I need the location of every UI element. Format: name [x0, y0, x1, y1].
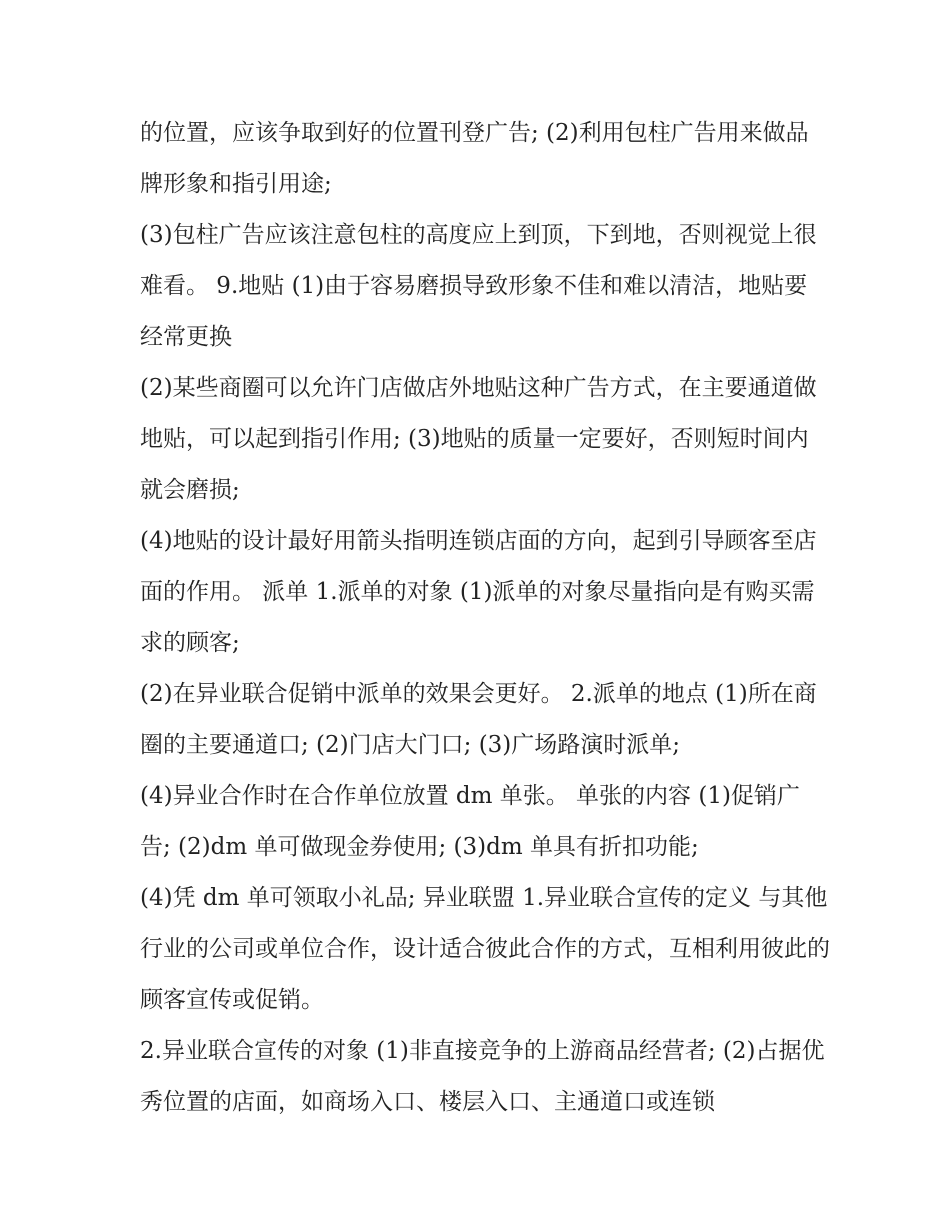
paragraph-5: (2)在异业联合促销中派单的效果会更好。 2.派单的地点 (1)所在商圈的主要通道口; (2)门店大门口; (3)广场路演时派单;	[140, 681, 817, 758]
paragraph-2: (3)包柱广告应该注意包柱的高度应上到顶，下到地，否则视觉上很难看。 9.地贴 (1)由于容易磨损导致形象不佳和难以清洁，地贴要经常更换	[140, 222, 817, 350]
paragraph-3: (2)某些商圈可以允许门店做店外地贴这种广告方式，在主要通道做地贴，可以起到指引作用; (3)地贴的质量一定要好，否则短时间内就会磨损;	[140, 375, 817, 503]
document-body	[140, 108, 830, 1128]
paragraph-6: (4)异业合作时在合作单位放置 dm 单张。 单张的内容 (1)促销广告; (2)dm 单可做现金券使用; (3)dm 单具有折扣功能;	[140, 783, 800, 860]
paragraph-8: 2.异业联合宣传的对象 (1)非直接竞争的上游商品经营者; (2)占据优秀位置的店面，如商场入口、楼层入口、主通道口或连锁	[140, 1038, 825, 1115]
paragraph-7: (4)凭 dm 单可领取小礼品; 异业联盟 1.异业联合宣传的定义 与其他行业的公司或单位合作，设计适合彼此合作的方式，互相利用彼此的顾客宣传或促销。	[140, 885, 830, 1013]
paragraph-4: (4)地贴的设计最好用箭头指明连锁店面的方向，起到引导顾客至店面的作用。 派单 1.派单的对象 (1)派单的对象尽量指向是有购买需求的顾客;	[140, 528, 817, 656]
paragraph-1: 的位置，应该争取到好的位置刊登广告; (2)利用包柱广告用来做品牌形象和指引用途;	[140, 120, 809, 197]
